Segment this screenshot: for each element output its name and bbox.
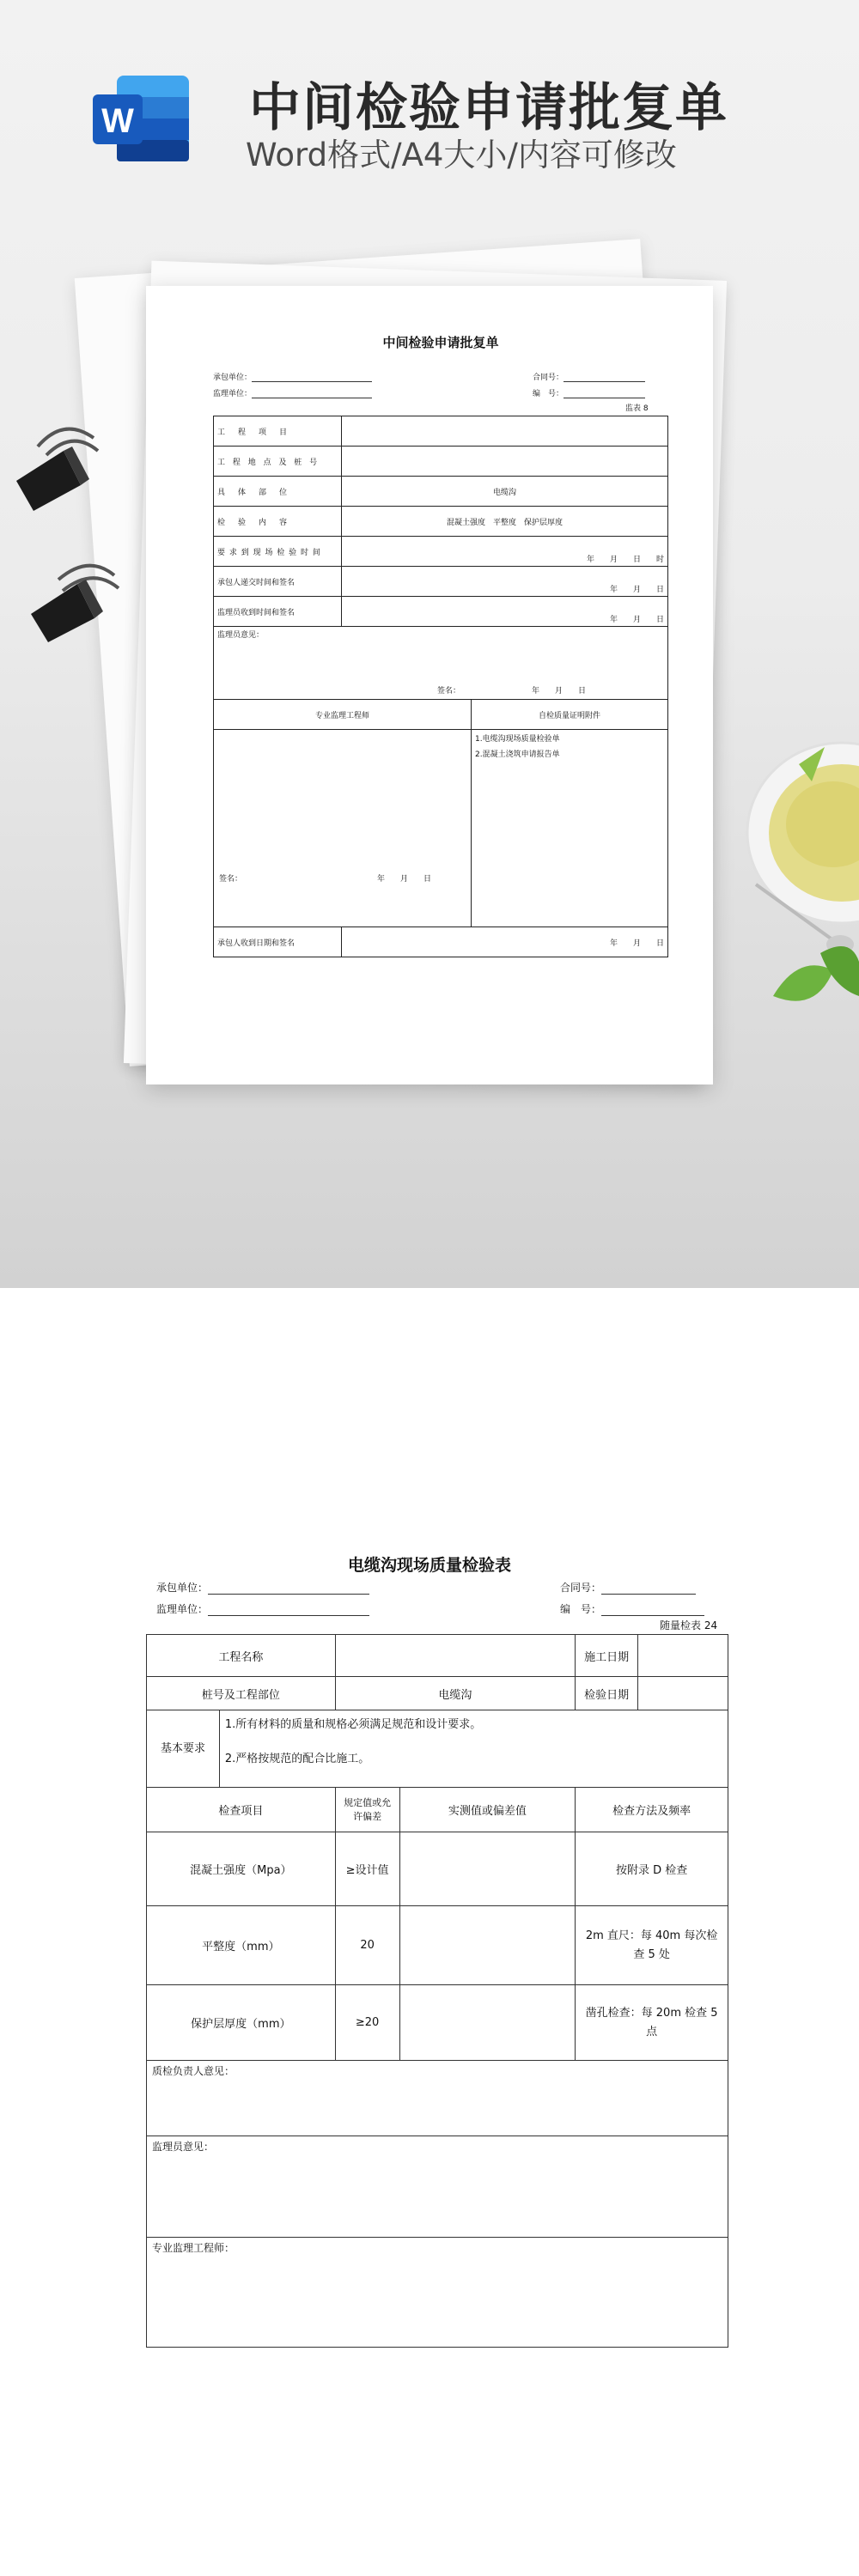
basic-label: 基本要求 [147, 1710, 220, 1788]
form2-table [146, 1634, 728, 2348]
table-row [147, 1832, 728, 1906]
table-row [147, 1788, 728, 1832]
receipt-date[interactable]: 年 月 日 [342, 927, 668, 957]
table-row [147, 2238, 728, 2348]
contractor-label: 承包单位： [213, 374, 253, 382]
table-row [214, 507, 668, 537]
pile-value[interactable]: 电缆沟 [335, 1677, 576, 1710]
item-method: 2m 直尺：每 40m 每次检查 5 处 [576, 1906, 728, 1985]
construction-date-label: 施工日期 [576, 1635, 638, 1676]
hero-subtitle: Word格式/A4大小/内容可修改 [246, 137, 677, 173]
supervisor-field[interactable] [208, 1605, 369, 1616]
form1-title: 中间检验申请批复单 [382, 335, 499, 350]
contract-no-field[interactable] [564, 374, 645, 382]
project-name-label: 工程名称 [147, 1635, 336, 1677]
form2-supervisor-line [156, 1601, 369, 1616]
table-row [147, 1635, 728, 1677]
item-name: 保护层厚度（mm） [147, 1985, 336, 2061]
form1-supervisor-line [213, 387, 372, 398]
row-value[interactable]: 混凝土强度 平整度 保护层厚度 [342, 507, 668, 537]
table-row [214, 447, 668, 477]
item-spec: ≥20 [335, 1985, 399, 2061]
contract-no-label: 合同号： [560, 1582, 602, 1594]
table-row [214, 477, 668, 507]
row-label: 工 程 地 点 及 桩 号 [214, 447, 342, 477]
table-row [147, 2136, 728, 2238]
project-name-value[interactable] [335, 1635, 576, 1677]
form1-contractor-line [213, 371, 372, 382]
table-row [214, 597, 668, 627]
contract-no-field[interactable] [601, 1583, 696, 1595]
svg-text:W: W [101, 102, 134, 140]
engineer-head: 专业监理工程师 [214, 700, 472, 730]
attachment-item: 2.混凝土浇筑申请报告单 [475, 750, 560, 759]
form2-contract-no-line [560, 1580, 696, 1595]
form1-table [213, 416, 668, 957]
item-name: 混凝土强度（Mpa） [147, 1832, 336, 1906]
form2-table-code: 随量检表 24 [660, 1619, 718, 1631]
engineer-date: 年 月 日 [377, 875, 432, 884]
form2-title: 电缆沟现场质量检验表 [347, 1556, 511, 1575]
tea-cup-decoration [739, 738, 859, 1030]
number-field[interactable] [601, 1605, 704, 1616]
number-field[interactable] [564, 390, 645, 398]
row-label: 承包人递交时间和签名 [214, 567, 342, 597]
form2-contractor-line [156, 1580, 369, 1595]
item-spec: ≥设计值 [335, 1832, 399, 1906]
table-row [214, 416, 668, 447]
item-measured[interactable] [399, 1906, 576, 1985]
row-value[interactable] [342, 416, 668, 447]
item-name: 平整度（mm） [147, 1906, 336, 1985]
item-spec: 20 [335, 1906, 399, 1985]
row-label: 检 验 内 容 [214, 507, 342, 537]
engineer-opinion-label: 专业监理工程师： [152, 2242, 235, 2254]
row-value[interactable]: 年 月 日 [342, 567, 668, 597]
supervisor-label: 监理单位： [156, 1603, 209, 1615]
hero-title: 中间检验申请批复单 [249, 78, 728, 138]
contract-no-label: 合同号： [533, 374, 564, 382]
attachments-cell[interactable] [472, 730, 668, 927]
item-method: 凿孔检查：每 20m 检查 5 点 [576, 1985, 728, 2061]
construction-date-value[interactable] [638, 1635, 728, 1676]
contractor-label: 承包单位： [156, 1582, 209, 1594]
sign-label: 签名： [437, 687, 461, 696]
row-value[interactable]: 电缆沟 [342, 477, 668, 507]
col-measured-header: 实测值或偏差值 [399, 1788, 576, 1832]
table-row [147, 1677, 728, 1710]
basic-req-2: 2.严格按规范的配合比施工。 [224, 1753, 370, 1765]
table-row [214, 700, 668, 730]
row-label: 具 体 部 位 [214, 477, 342, 507]
table-row [147, 1906, 728, 1985]
word-icon [93, 76, 189, 161]
quality-opinion-label: 质检负责人意见： [152, 2065, 235, 2077]
supervisor-opinion-label: 监理员意见： [152, 2141, 215, 2153]
row-label: 监理员收到时间和签名 [214, 597, 342, 627]
row-label: 工 程 项 目 [214, 416, 342, 447]
row-label: 要 求 到 现 场 检 验 时 间 [214, 537, 342, 567]
supervisor-opinion-cell[interactable] [147, 2136, 728, 2238]
receipt-label: 承包人收到日期和签名 [214, 927, 342, 957]
col-method-header: 检查方法及频率 [576, 1788, 728, 1832]
form1-table-code: 监表 8 [625, 404, 649, 413]
contractor-field[interactable] [208, 1583, 369, 1595]
table-row [147, 2061, 728, 2136]
table-row [214, 927, 668, 957]
number-label: 编 号： [560, 1603, 602, 1615]
contractor-field[interactable] [252, 374, 372, 382]
row-value[interactable]: 年 月 日 时 [342, 537, 668, 567]
binder-clip-icon [12, 421, 115, 515]
form1-contract-no-line [533, 371, 645, 382]
supervisor-field[interactable] [252, 390, 372, 398]
item-measured[interactable] [399, 1832, 576, 1906]
basic-req-1: 1.所有材料的质量和规格必须满足规范和设计要求。 [224, 1718, 482, 1731]
attach-head: 自检质量证明附件 [472, 700, 668, 730]
item-method: 按附录 D 检查 [576, 1832, 728, 1906]
table-row [147, 1985, 728, 2061]
number-label: 编 号： [533, 390, 564, 398]
inspect-date-value[interactable] [638, 1677, 728, 1710]
inspect-date-cell[interactable] [576, 1677, 728, 1710]
attachment-item: 1.电缆沟现场质量检验单 [475, 735, 560, 744]
opinion-cell[interactable] [214, 627, 668, 700]
construction-date-cell[interactable] [576, 1635, 728, 1677]
opinion-label: 监理员意见： [217, 631, 265, 640]
binder-clip-icon [24, 550, 127, 644]
pile-label: 桩号及工程部位 [147, 1677, 336, 1710]
col-spec-header: 规定值或允许偏差 [335, 1788, 399, 1832]
item-measured[interactable] [399, 1985, 576, 2061]
row-value[interactable] [342, 447, 668, 477]
table-row [214, 627, 668, 700]
form1-number-line [533, 387, 645, 398]
engineer-opinion-cell[interactable] [147, 2238, 728, 2348]
row-value[interactable]: 年 月 日 [342, 597, 668, 627]
sign-date: 年 月 日 [532, 687, 587, 696]
basic-requirements [219, 1710, 728, 1788]
col-item-header: 检查项目 [147, 1788, 336, 1832]
engineer-sign: 签名： [219, 875, 243, 884]
table-row [214, 730, 668, 927]
table-row [147, 1710, 728, 1788]
quality-opinion-cell[interactable] [147, 2061, 728, 2136]
table-row [214, 567, 668, 597]
inspect-date-label: 检验日期 [576, 1677, 638, 1710]
engineer-cell[interactable] [214, 730, 472, 927]
form2-number-line [560, 1601, 704, 1616]
table-row [214, 537, 668, 567]
supervisor-label: 监理单位： [213, 390, 253, 398]
